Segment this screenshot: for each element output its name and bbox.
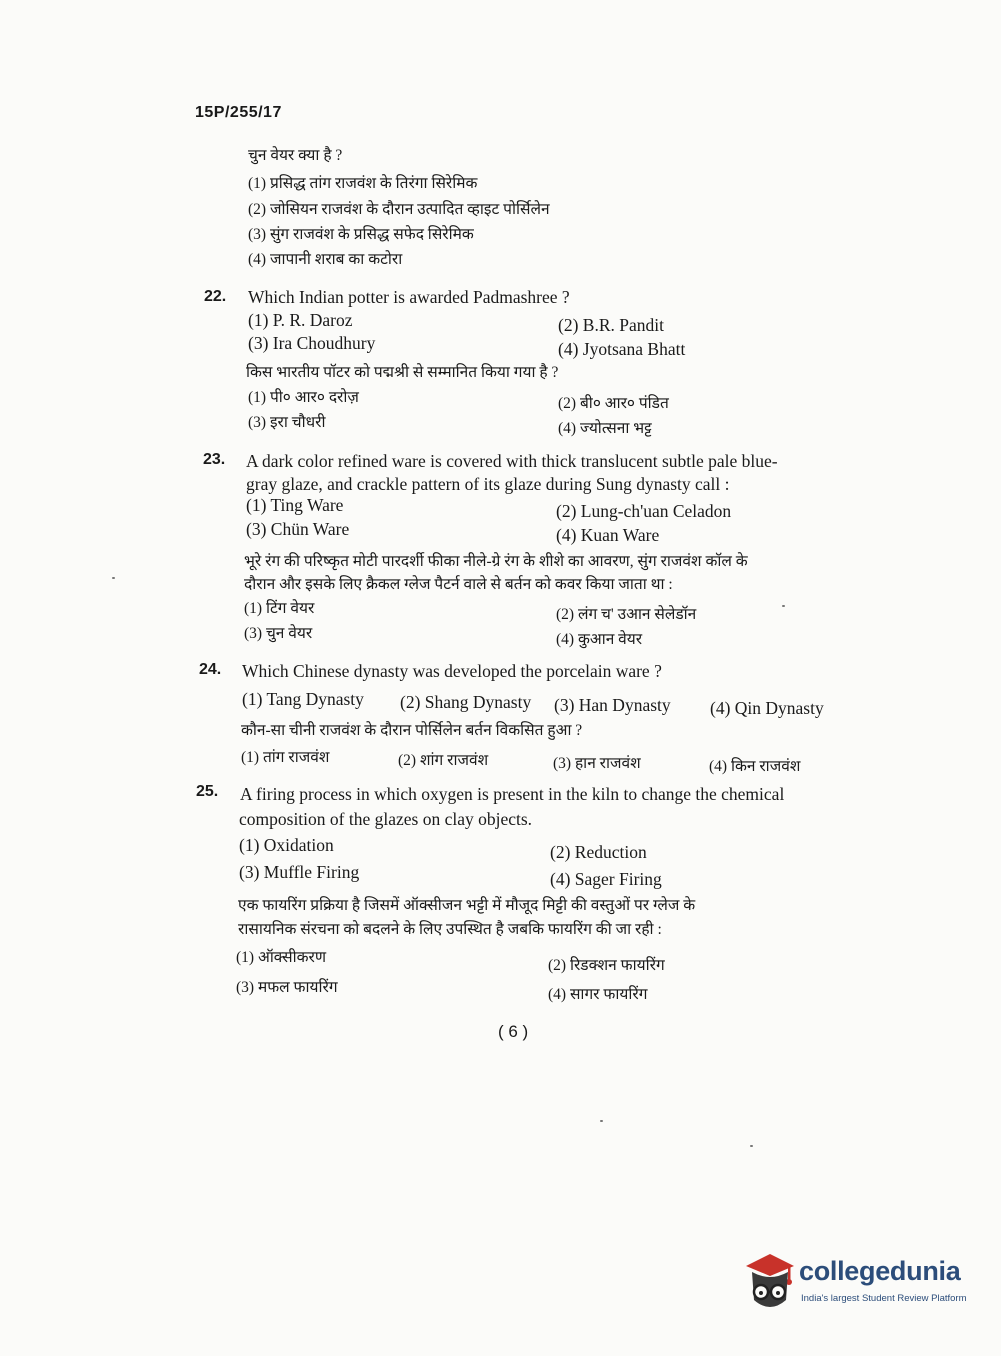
q24-stem-hi: कौन-सा चीनी राजवंश के दौरान पोर्सिलेन बर्तन विकसित हुआ ? — [241, 722, 583, 739]
q25-stem-en-line-2: composition of the glazes on clay objects. — [239, 809, 533, 829]
q22-option-3-hi: (3) इरा चौधरी — [248, 414, 326, 431]
scan-speck — [600, 1120, 603, 1122]
q23-stem-en-line-1: A dark color refined ware is covered with thick translucent subtle pale blue- — [246, 451, 778, 471]
q24-option-4-en: (4) Qin Dynasty — [710, 698, 824, 718]
q23-option-1-en: (1) Ting Ware — [246, 495, 344, 515]
q24-option-3-hi: (3) हान राजवंश — [553, 755, 641, 772]
q23-option-1-hi: (1) टिंग वेयर — [244, 600, 315, 617]
q23-stem-en-line-2: gray glaze, and crackle pattern of its glaze during Sung dynasty call : — [246, 474, 730, 494]
q23-option-4-en: (4) Kuan Ware — [556, 525, 660, 545]
q23-option-3-hi: (3) चुन वेयर — [244, 625, 313, 642]
q24-option-4-hi: (4) किन राजवंश — [709, 758, 801, 775]
q22-option-4-hi: (4) ज्योत्सना भट्ट — [558, 420, 652, 437]
q23-stem-hi-line-1: भूरे रंग की परिष्कृत मोटी पारदर्शी फीका नीले-ग्रे रंग के शीशे का आवरण, सुंग राजवंश कॉल के — [244, 553, 748, 570]
q25-option-2-hi: (2) रिडक्शन फायरिंग — [548, 957, 665, 974]
mascot-icon — [740, 1252, 798, 1316]
q24-stem-en: Which Chinese dynasty was developed the porcelain ware ? — [242, 661, 662, 681]
q24-option-2-en: (2) Shang Dynasty — [400, 692, 532, 712]
q22-option-2-hi: (2) बी० आर० पंडित — [558, 395, 669, 412]
q23-option-2-hi: (2) लंग च' उआन सेलेडॉन — [556, 606, 697, 623]
q24-number: 24. — [199, 661, 222, 678]
q24-option-1-en: (1) Tang Dynasty — [242, 689, 364, 709]
q22-option-3-en: (3) Ira Choudhury — [248, 333, 376, 353]
q25-option-4-hi: (4) सागर फायरिंग — [548, 986, 648, 1003]
q25-option-3-en: (3) Muffle Firing — [239, 862, 360, 882]
brand-tagline: India's largest Student Review Platform — [801, 1293, 967, 1304]
q21-option-1-hi: (1) प्रसिद्ध तांग राजवंश के तिरंगा सिरेमिक — [248, 175, 478, 192]
scan-speck — [782, 605, 785, 607]
q22-option-2-en: (2) B.R. Pandit — [558, 315, 664, 335]
q25-stem-hi-line-1: एक फायरिंग प्रक्रिया है जिसमें ऑक्सीजन भट्टी में मौजूद मिट्टी की वस्तुओं पर ग्लेज के — [238, 897, 696, 914]
q25-stem-hi-line-2: रासायनिक संरचना को बदलने के लिए उपस्थित है जबकि फायरिंग की जा रही : — [238, 921, 662, 938]
page-number: ( 6 ) — [498, 1022, 529, 1041]
q25-option-1-en: (1) Oxidation — [239, 835, 334, 855]
q22-number: 22. — [204, 288, 227, 305]
q25-option-2-en: (2) Reduction — [550, 842, 647, 862]
paper-code: 15P/255/17 — [195, 104, 282, 121]
q23-option-2-en: (2) Lung-ch'uan Celadon — [556, 501, 732, 521]
q22-option-4-en: (4) Jyotsana Bhatt — [558, 339, 686, 359]
q23-stem-hi-line-2: दौरान और इसके लिए क्रैकल ग्लेज पैटर्न वाले से बर्तन को कवर किया जाता था : — [244, 576, 673, 593]
q21-option-3-hi: (3) सुंग राजवंश के प्रसिद्ध सफेद सिरेमिक — [248, 226, 474, 243]
q21-option-2-hi: (2) जोसियन राजवंश के दौरान उत्पादित व्हाइट पोर्सिलेन — [248, 201, 550, 218]
q22-stem-hi: किस भारतीय पॉटर को पद्मश्री से सम्मानित किया गया है ? — [246, 364, 559, 381]
q23-option-4-hi: (4) कुआन वेयर — [556, 631, 643, 648]
q24-option-2-hi: (2) शांग राजवंश — [398, 752, 489, 769]
q23-number: 23. — [203, 451, 226, 468]
q25-option-4-en: (4) Sager Firing — [550, 869, 662, 889]
q21-option-4-hi: (4) जापानी शराब का कटोरा — [248, 251, 403, 268]
scan-speck — [750, 1145, 753, 1147]
q23-option-3-en: (3) Chün Ware — [246, 519, 350, 539]
q24-option-3-en: (3) Han Dynasty — [554, 695, 671, 715]
q22-option-1-hi: (1) पी० आर० दरोज़ — [248, 389, 359, 406]
q22-option-1-en: (1) P. R. Daroz — [248, 310, 353, 330]
q22-stem-en: Which Indian potter is awarded Padmashree ? — [248, 287, 570, 307]
q25-option-3-hi: (3) मफल फायरिंग — [236, 979, 338, 996]
brand-name: collegedunia — [799, 1256, 961, 1286]
q24-option-1-hi: (1) तांग राजवंश — [241, 749, 330, 766]
q25-stem-en-line-1: A firing process in which oxygen is present in the kiln to change the chemical — [240, 784, 785, 804]
scan-speck — [112, 577, 115, 579]
q21-stem-hi: चुन वेयर क्या है ? — [248, 147, 343, 164]
q25-number: 25. — [196, 783, 219, 800]
collegedunia-logo — [740, 1250, 980, 1320]
q25-option-1-hi: (1) ऑक्सीकरण — [236, 949, 327, 966]
